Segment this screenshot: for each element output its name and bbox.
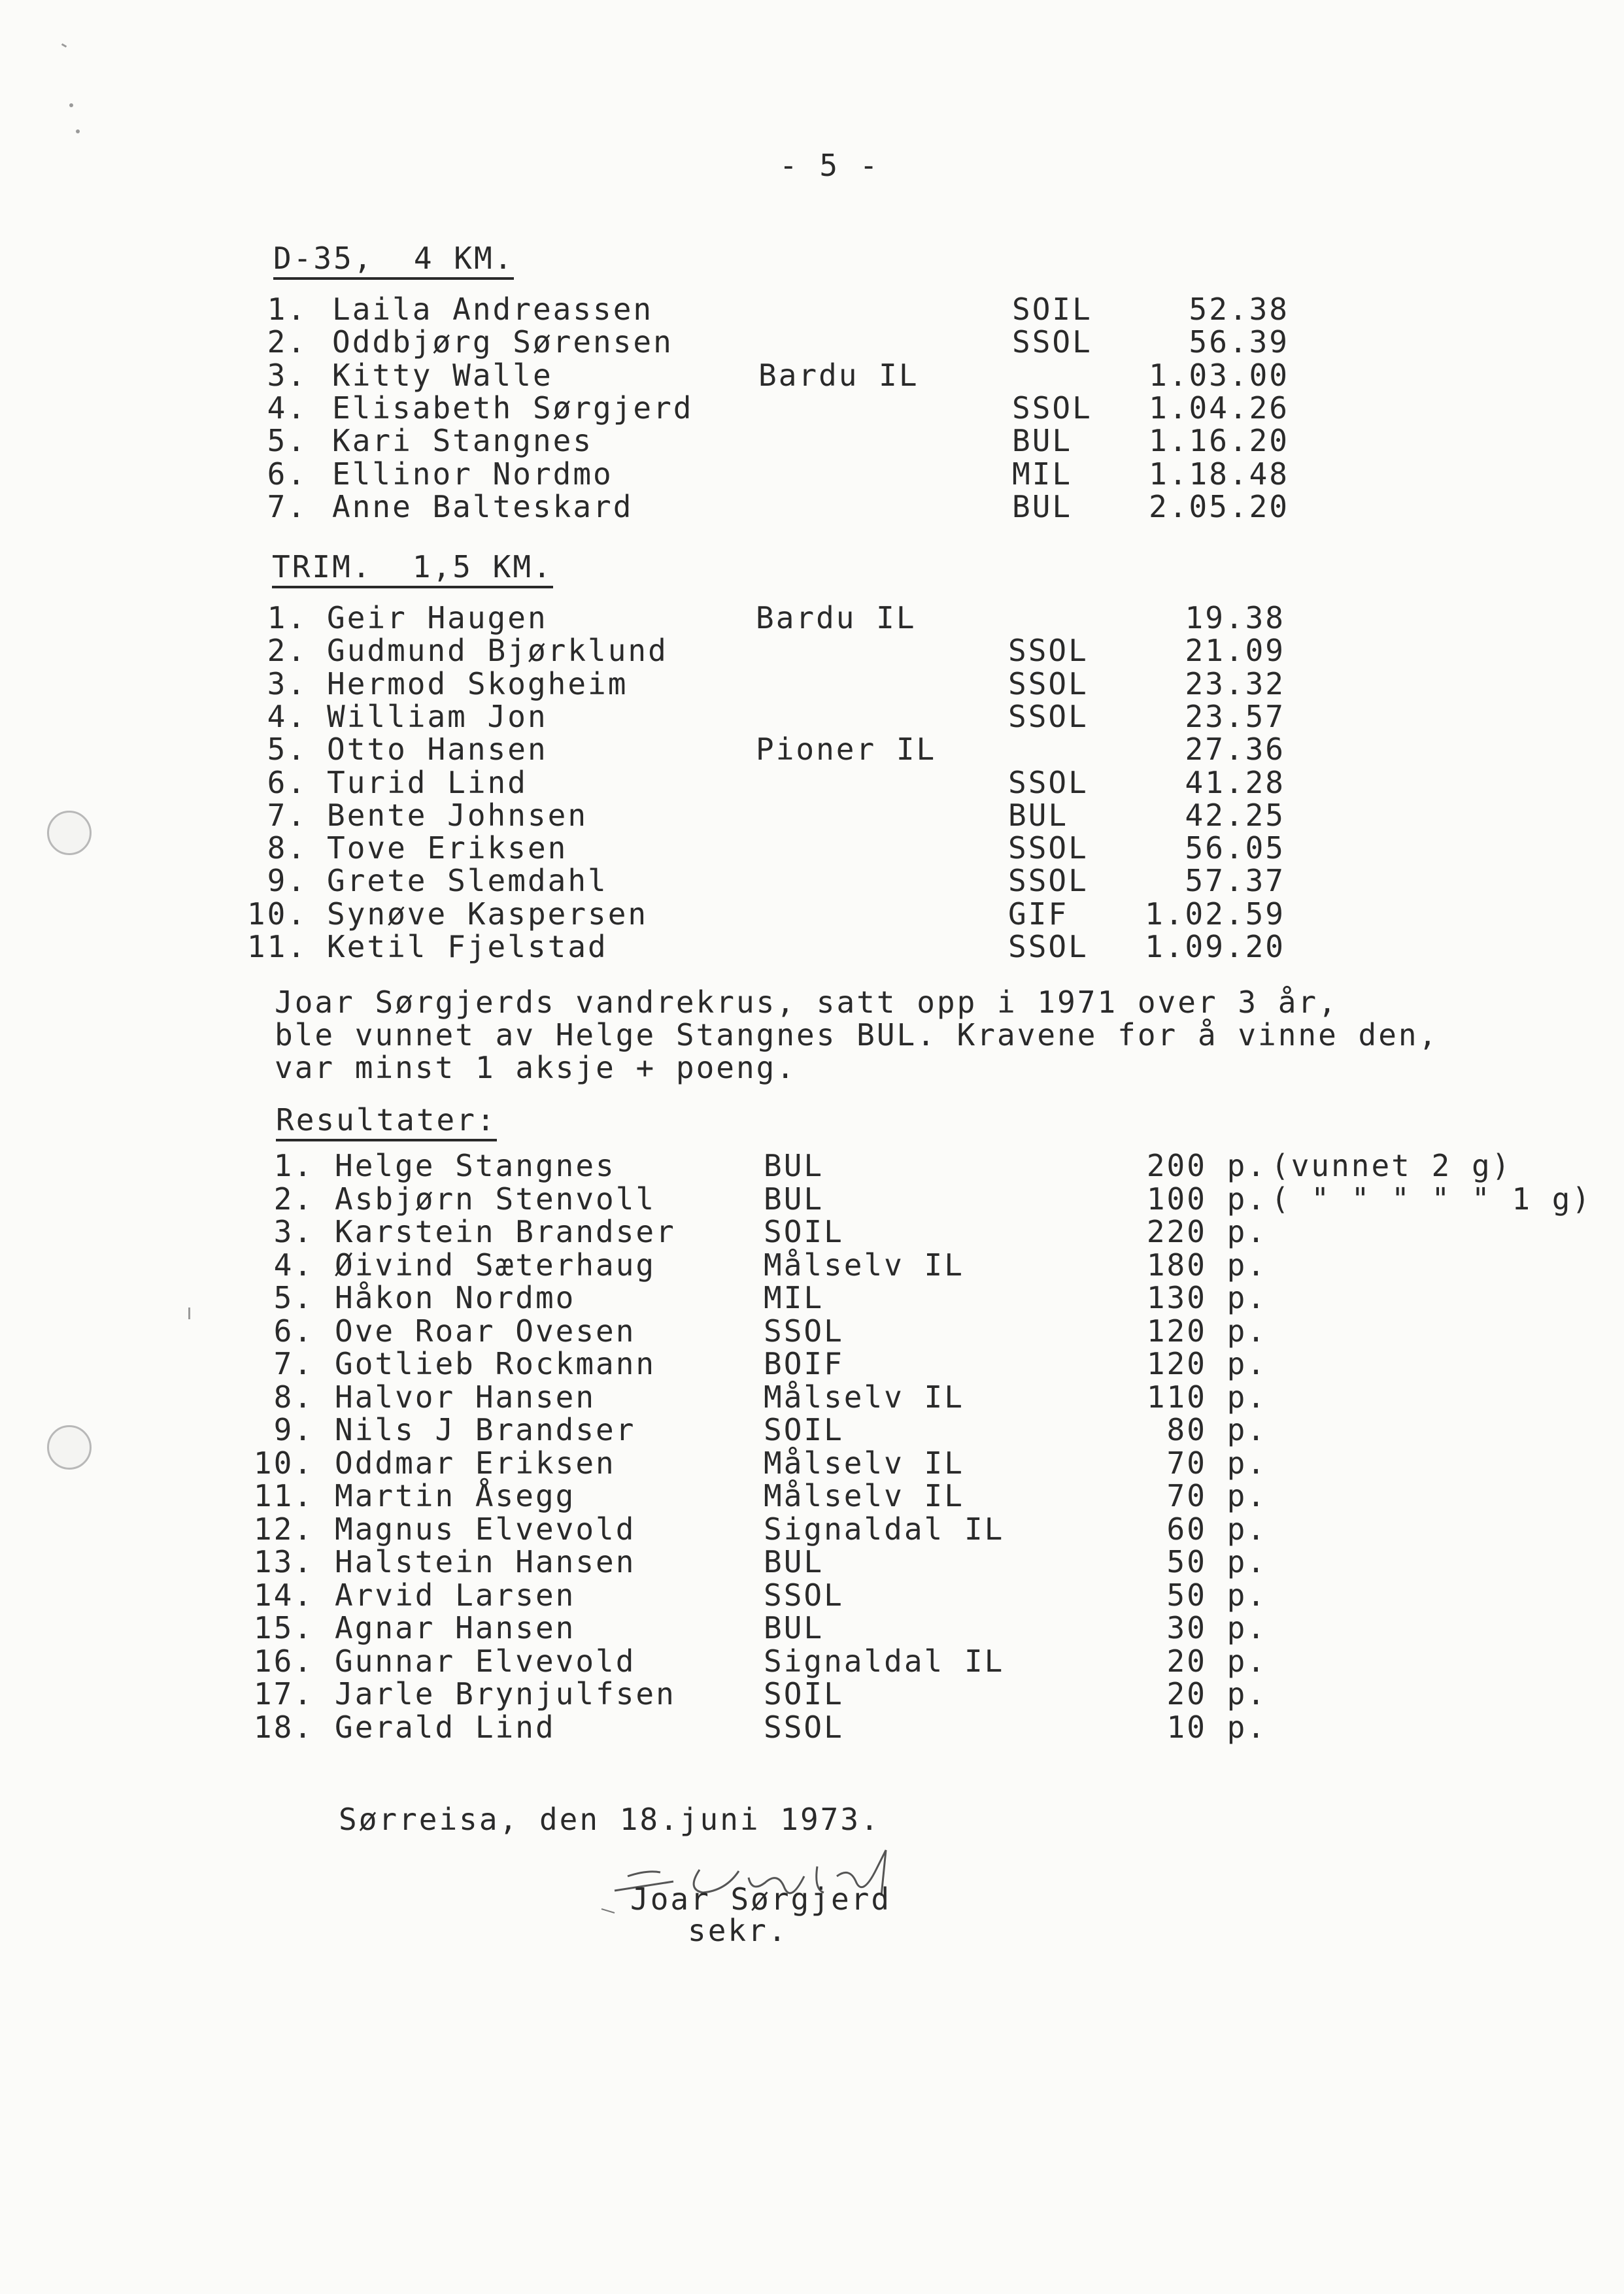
punch-hole-upper	[47, 811, 92, 855]
row-club: Målselv IL	[764, 1247, 964, 1283]
row-time: 56.39	[1189, 324, 1289, 360]
row-position: 17.	[253, 1676, 314, 1712]
row-position: 5.	[267, 423, 307, 459]
section-heading-results: Resultater:	[276, 1104, 497, 1141]
row-time: 1.18.48	[1149, 456, 1289, 492]
row-position: 2.	[267, 633, 307, 669]
row-club: SSOL	[1008, 764, 1089, 800]
row-position: 3.	[267, 357, 307, 393]
row-club: Målselv IL	[764, 1478, 964, 1513]
row-club: BOIF	[764, 1346, 844, 1381]
row-club: SSOL	[1012, 390, 1092, 426]
row-club: Målselv IL	[764, 1379, 964, 1415]
row-position: 4.	[267, 390, 307, 426]
row-club: SSOL	[1008, 666, 1089, 701]
row-club: SSOL	[764, 1313, 844, 1349]
place-date: Sørreisa, den 18.juni 1973.	[339, 1802, 881, 1837]
row-position: 1.	[267, 600, 307, 635]
row-points: 10 p.	[1166, 1709, 1267, 1745]
page-number: - 5 -	[779, 148, 880, 183]
row-club: BUL	[764, 1610, 824, 1645]
row-position: 3.	[267, 666, 307, 701]
row-position: 16.	[253, 1643, 314, 1679]
row-time: 1.04.26	[1149, 390, 1289, 426]
row-name: Tove Eriksen	[327, 830, 568, 866]
row-club: BUL	[1012, 423, 1073, 459]
row-name: Gudmund Bjørklund	[327, 633, 668, 669]
row-name: Otto Hansen	[327, 732, 548, 767]
section-heading-d35: D-35, 4 KM.	[273, 242, 514, 280]
row-name: Hermod Skogheim	[327, 666, 628, 701]
row-points: 30 p.	[1166, 1610, 1267, 1645]
row-name: Karstein Brandser	[335, 1214, 676, 1249]
row-position: 7.	[267, 488, 307, 524]
row-club: Bardu IL	[758, 357, 919, 393]
scan-mark	[188, 1307, 190, 1319]
row-club: Pioner IL	[756, 732, 937, 767]
row-points: 50 p.	[1166, 1577, 1267, 1613]
row-name: Synøve Kaspersen	[327, 896, 649, 932]
row-time: 1.16.20	[1149, 423, 1289, 459]
row-position: 1.	[267, 292, 307, 327]
row-time: 23.32	[1185, 666, 1285, 701]
row-position: 3.	[273, 1214, 314, 1249]
row-club: MIL	[764, 1280, 824, 1315]
row-position: 5.	[273, 1280, 314, 1315]
row-position: 12.	[253, 1511, 314, 1547]
row-club: SSOL	[1008, 830, 1089, 866]
row-name: Gunnar Elvevold	[335, 1643, 636, 1679]
row-points: 50 p.	[1166, 1544, 1267, 1579]
row-name: Ellinor Nordmo	[332, 456, 613, 492]
row-position: 7.	[267, 797, 307, 833]
row-position: 8.	[267, 830, 307, 866]
punch-hole-lower	[47, 1425, 92, 1470]
row-club: MIL	[1012, 456, 1073, 492]
row-name: Martin Åsegg	[335, 1478, 576, 1513]
row-club: BUL	[1012, 488, 1073, 524]
row-name: Ove Roar Ovesen	[335, 1313, 636, 1349]
signatory-title: sekr.	[688, 1913, 788, 1948]
scan-mark	[76, 129, 80, 133]
row-points: 130 p.	[1146, 1280, 1267, 1315]
row-club: Signaldal IL	[764, 1511, 1005, 1547]
row-name: Helge Stangnes	[335, 1148, 616, 1183]
row-time: 1.09.20	[1145, 929, 1285, 964]
row-points: 70 p.	[1166, 1445, 1267, 1481]
row-points: 180 p.	[1146, 1247, 1267, 1283]
row-position: 2.	[267, 324, 307, 360]
scan-mark	[69, 103, 73, 107]
row-club: BUL	[764, 1544, 824, 1579]
row-position: 6.	[273, 1313, 314, 1349]
row-position: 5.	[267, 732, 307, 767]
row-position: 13.	[253, 1544, 314, 1579]
row-club: SSOL	[1008, 633, 1089, 669]
row-time: 23.57	[1185, 698, 1285, 734]
row-name: Elisabeth Sørgjerd	[332, 390, 694, 426]
row-points: 80 p.	[1166, 1412, 1267, 1447]
row-name: Øivind Sæterhaug	[335, 1247, 656, 1283]
row-position: 4.	[267, 698, 307, 734]
row-position: 11.	[246, 929, 307, 964]
row-time: 57.37	[1185, 863, 1285, 899]
row-points: 100 p.	[1146, 1181, 1267, 1217]
row-club: SOIL	[764, 1412, 844, 1447]
row-points: 110 p.	[1146, 1379, 1267, 1415]
row-note: (vunnet 2 g)	[1271, 1148, 1512, 1183]
row-points: 120 p.	[1146, 1313, 1267, 1349]
row-name: Arvid Larsen	[335, 1577, 576, 1613]
row-club: SSOL	[1012, 324, 1092, 360]
row-club: Signaldal IL	[764, 1643, 1005, 1679]
row-name: Oddmar Eriksen	[335, 1445, 616, 1481]
row-name: Geir Haugen	[327, 600, 548, 635]
row-name: Nils J Brandser	[335, 1412, 636, 1447]
row-name: Jarle Brynjulfsen	[335, 1676, 676, 1712]
row-note: ( " " " " " 1 g)	[1271, 1181, 1593, 1217]
row-time: 19.38	[1185, 600, 1285, 635]
row-name: Halvor Hansen	[335, 1379, 596, 1415]
scan-mark	[61, 43, 67, 48]
row-club: SSOL	[1008, 863, 1089, 899]
row-name: Håkon Nordmo	[335, 1280, 576, 1315]
row-name: Laila Andreassen	[332, 292, 654, 327]
row-club: BUL	[764, 1181, 824, 1217]
row-club: BUL	[1008, 797, 1069, 833]
row-time: 1.03.00	[1149, 357, 1289, 393]
row-time: 52.38	[1189, 292, 1289, 327]
row-points: 20 p.	[1166, 1676, 1267, 1712]
row-name: Magnus Elvevold	[335, 1511, 636, 1547]
row-name: Ketil Fjelstad	[327, 929, 608, 964]
row-position: 6.	[267, 456, 307, 492]
row-time: 56.05	[1185, 830, 1285, 866]
row-club: Bardu IL	[756, 600, 917, 635]
row-position: 9.	[267, 863, 307, 899]
row-club: SOIL	[1012, 292, 1092, 327]
row-points: 60 p.	[1166, 1511, 1267, 1547]
row-club: SOIL	[764, 1676, 844, 1712]
paragraph-line: var minst 1 aksje + poeng.	[275, 1050, 797, 1085]
row-name: Turid Lind	[327, 764, 528, 800]
row-points: 70 p.	[1166, 1478, 1267, 1513]
row-club: SSOL	[1008, 929, 1089, 964]
row-points: 200 p.	[1146, 1148, 1267, 1183]
row-name: Asbjørn Stenvoll	[335, 1181, 656, 1217]
row-name: Kitty Walle	[332, 357, 553, 393]
row-club: Målselv IL	[764, 1445, 964, 1481]
row-name: Gerald Lind	[335, 1709, 556, 1745]
row-position: 10.	[253, 1445, 314, 1481]
paragraph-line: ble vunnet av Helge Stangnes BUL. Kravene for å vinne den,	[275, 1017, 1439, 1053]
row-position: 4.	[273, 1247, 314, 1283]
row-time: 2.05.20	[1149, 488, 1289, 524]
row-position: 6.	[267, 764, 307, 800]
row-position: 11.	[253, 1478, 314, 1513]
row-time: 41.28	[1185, 764, 1285, 800]
row-time: 21.09	[1185, 633, 1285, 669]
row-points: 220 p.	[1146, 1214, 1267, 1249]
row-position: 10.	[246, 896, 307, 932]
signatory-name: Joar Sørgjerd	[630, 1881, 892, 1917]
row-club: GIF	[1008, 896, 1069, 932]
row-club: SOIL	[764, 1214, 844, 1249]
row-position: 1.	[273, 1148, 314, 1183]
row-name: Halstein Hansen	[335, 1544, 636, 1579]
row-name: Agnar Hansen	[335, 1610, 576, 1645]
row-position: 9.	[273, 1412, 314, 1447]
row-points: 120 p.	[1146, 1346, 1267, 1381]
row-name: Kari Stangnes	[332, 423, 594, 459]
row-position: 7.	[273, 1346, 314, 1381]
row-name: Anne Balteskard	[332, 488, 634, 524]
row-club: SSOL	[764, 1577, 844, 1613]
row-time: 1.02.59	[1145, 896, 1285, 932]
section-heading-trim: TRIM. 1,5 KM.	[272, 550, 553, 588]
paragraph-line: Joar Sørgjerds vandrekrus, satt opp i 1971 over 3 år,	[275, 985, 1338, 1020]
row-name: Bente Johnsen	[327, 797, 588, 833]
row-club: SSOL	[764, 1709, 844, 1745]
row-club: BUL	[764, 1148, 824, 1183]
row-time: 42.25	[1185, 797, 1285, 833]
row-points: 20 p.	[1166, 1643, 1267, 1679]
row-position: 15.	[253, 1610, 314, 1645]
row-position: 14.	[253, 1577, 314, 1613]
row-name: Grete Slemdahl	[327, 863, 608, 899]
row-name: Gotlieb Rockmann	[335, 1346, 656, 1381]
row-position: 2.	[273, 1181, 314, 1217]
row-time: 27.36	[1185, 732, 1285, 767]
row-name: William Jon	[327, 698, 548, 734]
row-club: SSOL	[1008, 698, 1089, 734]
row-position: 18.	[253, 1709, 314, 1745]
row-name: Oddbjørg Sørensen	[332, 324, 673, 360]
row-position: 8.	[273, 1379, 314, 1415]
